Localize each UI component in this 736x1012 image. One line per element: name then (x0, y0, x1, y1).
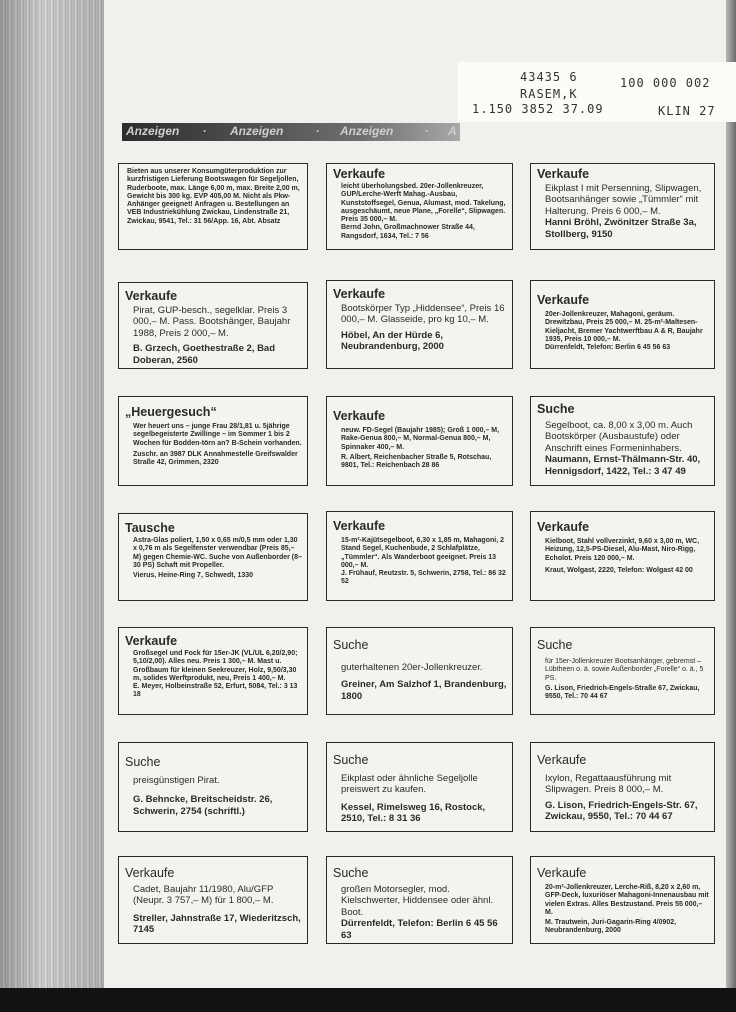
ad-title: Verkaufe (125, 634, 178, 648)
label-line2: RASEM,K (520, 87, 578, 101)
ad-contact: Streller, Jahnstraße 17, Wiederitzsch, 7145 (133, 912, 301, 936)
header-separator: · (316, 124, 320, 138)
classified-ad (326, 396, 513, 486)
ad-body: großen Motorsegler, mod. Kielschwerter, Hiddensee oder ähnl. Boot. (341, 884, 494, 918)
classified-ad (326, 627, 513, 715)
ad-title: Verkaufe (537, 520, 590, 534)
header-item: A (448, 124, 457, 138)
classified-ad (118, 513, 308, 601)
ad-body: Cadet, Baujahr 11/1980, Alu/GFP (Neupr. 3 757,– M) für 1 800,– M. (133, 884, 274, 907)
ad-contact: Zuschr. an 3987 DLK Annahmestelle Greifswalder Straße 42, Grimmen, 2320 (133, 450, 298, 467)
ad-body: 20-m²-Jollenkreuzer, Lerche-Riß, 8,20 x 2,60 m, GFP-Deck, luxuriöser Mahagoni-Innenausbau mit vielen Extras. Alles Bestzustand. Preis 55 000,– M. (545, 884, 709, 916)
ad-contact: Dürrenfeldt, Telefon: Berlin 6 45 56 63 (545, 344, 671, 352)
label-line1b: 100 000 002 (620, 76, 711, 90)
ad-body: für 15er-Jollenkreuzer Bootsanhänger, gebremst – Lübtheen o. ä. sowie Außenborder „Forelle“ o. ä., 5 PS. (545, 658, 704, 682)
ad-title: Suche (333, 866, 369, 880)
ad-body: Bootskörper Typ „Hiddensee“, Preis 16 000,– M. Glasseide, pro kg 10,– M. (341, 303, 505, 326)
ad-title: Verkaufe (537, 167, 590, 181)
classified-ad (530, 163, 715, 250)
ad-contact: Naumann, Ernst-Thälmann-Str. 40, Hennigsdorf, 1422, Tel.: 3 47 49 (545, 454, 701, 477)
spine-shadow (0, 0, 108, 988)
ad-title: Suche (333, 753, 369, 767)
label-line3b: KLIN 27 (658, 104, 716, 118)
classified-ad (326, 511, 513, 601)
ad-contact: R. Albert, Reichenbacher Straße 5, Rotschau, 9801, Tel.: Reichenbach 28 86 (341, 453, 492, 470)
ad-contact: Kraut, Wolgast, 2220, Telefon: Wolgast 42 00 (545, 566, 693, 574)
ad-body: Eikplast I mit Persenning, Slipwagen, Bootsanhänger sowie „Tümmler“ mit Halterung. Preis 6 000,– M. (545, 183, 702, 217)
ad-contact: B. Grzech, Goethestraße 2, Bad Doberan, 2560 (133, 343, 276, 366)
ad-body: Pirat, GUP-besch., segelklar. Preis 3 000,– M. Pass. Bootshänger, Baujahr 1988, Preis 2 000,– M. (133, 305, 291, 339)
ad-title: Verkaufe (333, 287, 386, 301)
scan-bottom-border (0, 988, 736, 1012)
ad-contact: M. Trautwein, Juri-Gagarin-Ring 4/0902, Neubrandenburg, 2000 (545, 919, 677, 935)
ad-body: 20er-Jollenkreuzer, Mahagoni, geräum. Drewitzbau, Preis 25 000,– M. 25-m²-Maltesen-Kieljacht, Bremer Yachtwerftbau A & R, Baujahr 1935, Preis 10 000,– M. (545, 311, 703, 343)
ad-title: „Heuergesuch“ (125, 405, 217, 419)
ad-title: Verkaufe (333, 409, 386, 423)
classified-ad (530, 742, 715, 832)
ad-contact: Bernd John, Großmachnower Straße 44, Rangsdorf, 1634, Tel.: 7 56 (341, 224, 475, 240)
classified-ad (326, 856, 513, 944)
ad-contact: Greiner, Am Salzhof 1, Brandenburg, 1800 (341, 679, 507, 702)
classified-ad (530, 627, 715, 715)
ad-title: Suche (333, 638, 369, 652)
ad-title: Verkaufe (537, 753, 587, 767)
ad-body: preisgünstigen Pirat. (133, 775, 220, 786)
classified-ad (118, 856, 308, 944)
ad-body: Astra-Glas poliert, 1,50 x 0,65 m/0,5 mm oder 1,30 x 0,76 m als Segelfenster verwendbar (Preis 85,– M) gegen Chemie-WC. Suche von Außenborder (8–30 PS) Schaft mit Propeller. (133, 537, 302, 569)
ad-contact: Höbel, An der Hürde 6, Neubrandenburg, 2000 (341, 329, 444, 353)
classified-ad (530, 511, 715, 601)
label-line3: 1.150 3852 37.09 (472, 102, 604, 116)
ad-body: leicht überholungsbed. 20er-Jollenkreuzer, GUP/Lerche-Werft Mahag.-Ausbau, Kunststoffsegel, Genua, Alumast, mod. Takelung, ausgeschäumt, neue Plane, „Forelle“, Slipwagen. Preis 35 000,– M. (341, 183, 506, 224)
ad-contact: Dürrenfeldt, Telefon: Berlin 6 45 56 63 (341, 918, 498, 941)
ad-contact: G. Lison, Friedrich-Engels-Straße 67, Zwickau, 9550, Tel.: 70 44 67 (545, 684, 700, 701)
paper-page (104, 0, 736, 988)
page-right-edge (726, 0, 736, 988)
ad-contact: J. Frühauf, Reutzstr. 5, Schwerin, 2758, Tel.: 86 32 52 (341, 570, 506, 586)
header-separator: · (425, 124, 429, 138)
classified-ad (118, 627, 308, 715)
header-item: Anzeigen (340, 124, 394, 138)
classified-ad (118, 396, 308, 486)
ad-title: Tausche (125, 521, 175, 535)
classified-ad (118, 163, 308, 250)
classified-ad (530, 856, 715, 944)
header-separator: · (203, 124, 207, 138)
ad-body: neuw. FD-Segel (Baujahr 1985); Groß 1 000,– M, Rake-Genua 800,– M, Normal-Genua 800,– M, Spinnaker 400,– M. (341, 427, 500, 451)
classified-ad (326, 163, 513, 250)
header-item: Anzeigen (230, 124, 284, 138)
ad-body: Eikplast oder ähnliche Segeljolle preiswert zu kaufen. (341, 773, 478, 796)
ad-title: Suche (537, 402, 575, 416)
ad-body: Kielboot, Stahl vollverzinkt, 9,60 x 3,00 m, WC, Heizung, 12,5-PS-Diesel, Alu-Mast, Niro-Rigg, Echolot. Preis 120 000,– M. (545, 538, 700, 562)
ad-title: Verkaufe (333, 167, 386, 181)
ad-title: Verkaufe (537, 866, 587, 880)
classified-ad (118, 282, 308, 369)
label-line1: 43435 6 (520, 70, 578, 84)
ad-contact: Kessel, Rimelsweg 16, Rostock, 2510, Tel.: 8 31 36 (341, 801, 486, 825)
ad-body: Ixylon, Regattaausführung mit Slipwagen. Preis 8 000,– M. (545, 773, 672, 796)
ad-title: Suche (125, 755, 161, 769)
ad-body: 15-m²-Kajütsegelboot, 6,30 x 1,85 m, Mahagoni, 2 Stand Segel, Kuchenbude, 2 Schlafplätze, „Tümmler“. Als Wanderboot geeignet. Preis 13 000,– M. (341, 537, 504, 569)
header-item: Anzeigen (126, 124, 180, 138)
ad-contact: E. Meyer, Holbeinstraße 52, Erfurt, 5084, Tel.: 3 13 18 (133, 683, 298, 699)
ad-title: Verkaufe (333, 519, 386, 533)
ad-contact: G. Lison, Friedrich-Engels-Str. 67, Zwickau, 9550, Tel.: 70 44 67 (545, 799, 698, 823)
library-label (458, 62, 736, 122)
classified-ad (326, 280, 513, 369)
classified-ad (530, 280, 715, 369)
ad-contact: Hanni Bröhl, Zwönitzer Straße 3a, Stollberg, 9150 (545, 217, 697, 240)
ad-contact: G. Behncke, Breitscheidstr. 26, Schwerin, 2754 (schriftl.) (133, 794, 273, 817)
classified-ad (118, 742, 308, 832)
ad-body: Wer heuert uns – junge Frau 28/1,81 u. 5jährige segelbegeisterte Zwillinge – im Sommer 1 bis 2 Wochen für Bodden-törn an? B-Schein vorhanden. (133, 423, 302, 447)
ad-body: Großsegel und Fock für 15er-JK (VL/UL 6,20/2,90; 5,10/2,00). Alles neu. Preis 1 300,– M. Mast u. Großbaum für kleinen Seekreuzer, Holz, 9,50/3,30 m, solides Werftprodukt, neu, Preis 1 400,– M. (133, 650, 298, 682)
classified-ad (326, 742, 513, 832)
ad-title: Verkaufe (125, 289, 178, 303)
ad-title: Verkaufe (537, 293, 590, 307)
classified-ad (530, 396, 715, 486)
ad-body: Bieten aus unserer Konsumgüterproduktion zur kurzfristigen Lieferung Bootswagen für Segeljollen, Ruderboote, max. Länge 6,00 m, max. Breite 2,00 m, Gewicht bis 300 kg. EVP 405,00 M. Nicht als Pkw-Anhänger geeignet! Anfragen u. Bestellungen an VEB Industriekühlung Zwickau, Lindenstraße 21, Zwickau, 9541, Tel.: 31 56/App. 16, Abt. Absatz (127, 168, 300, 225)
ad-body: guterhaltenen 20er-Jollenkreuzer. (341, 662, 483, 673)
ad-title: Suche (537, 638, 573, 652)
ad-contact: Vierus, Heine-Ring 7, Schwedt, 1330 (133, 572, 254, 580)
ad-title: Verkaufe (125, 866, 175, 880)
ad-body: Segelboot, ca. 8,00 x 3,00 m. Auch Bootskörper (Ausbaustufe) oder Anschrift eines Formeninhabers. (545, 420, 693, 454)
